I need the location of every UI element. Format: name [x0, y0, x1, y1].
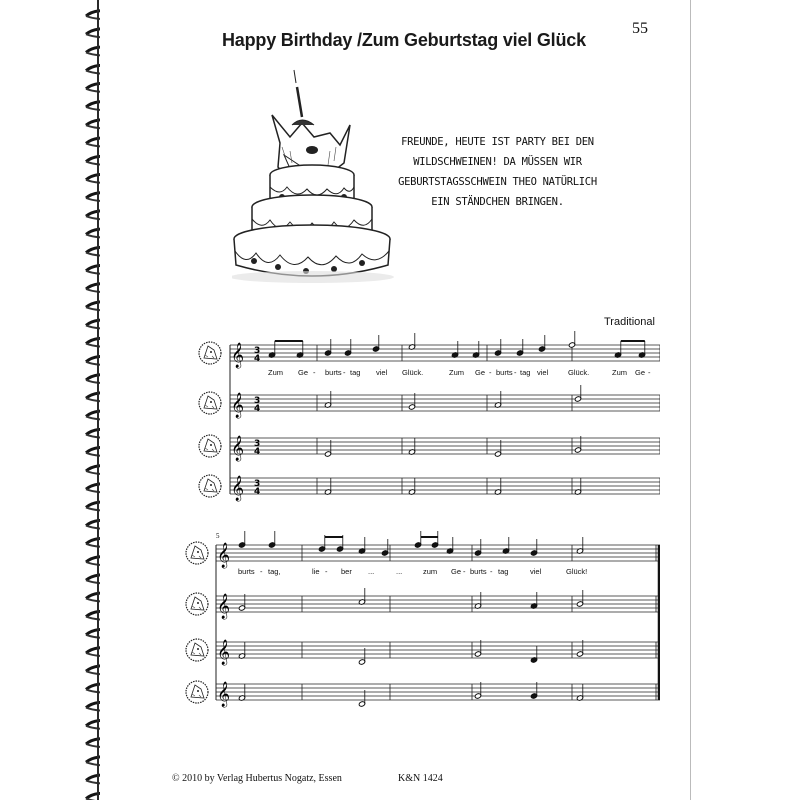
- lyric-syllable: -: [325, 567, 328, 576]
- note: [530, 539, 537, 556]
- boar-portrait-icon: [186, 681, 208, 703]
- staff-voice-2: [216, 593, 660, 619]
- treble-clef: 𝄞: [231, 343, 245, 368]
- note: [530, 646, 537, 663]
- lyric-syllable: -: [490, 567, 493, 576]
- boar-portrait-icon: [199, 392, 221, 414]
- time-signature-bottom: 4: [254, 354, 261, 364]
- lyric-syllable: Glück!: [566, 567, 588, 576]
- lyric-syllable: ...: [396, 567, 403, 576]
- treble-clef: 𝄞: [217, 594, 231, 619]
- speech-line: EIN STÄNDCHEN BRINGEN.: [431, 196, 564, 208]
- lyric-syllable: tag,: [268, 567, 281, 576]
- lyric-syllable: Ge: [298, 368, 309, 377]
- page-number: 55: [632, 20, 648, 37]
- lyric-syllable: -: [463, 567, 466, 576]
- lyric-syllable: zum: [423, 567, 438, 576]
- note: [381, 539, 388, 556]
- note: [638, 341, 645, 358]
- note: [614, 341, 621, 358]
- time-signature-top: 3: [254, 479, 261, 489]
- time-signature-bottom: 4: [254, 447, 261, 457]
- page-edge: [97, 0, 99, 800]
- note: [576, 684, 583, 701]
- note: [474, 539, 481, 556]
- lyric-syllable: Zum: [449, 368, 464, 377]
- lyric-syllable: -: [343, 368, 346, 377]
- treble-clef: 𝄞: [231, 393, 245, 418]
- boar-portrait-icon: [199, 342, 221, 364]
- lyric-syllable: Ge: [475, 368, 486, 377]
- speech-line: GEBURTSTAGSSCHWEIN THEO NATÜRLICH: [398, 176, 597, 188]
- staff-voice-3: [216, 639, 660, 665]
- boar-portrait-icon: [199, 475, 221, 497]
- note: [576, 640, 583, 657]
- note: [414, 531, 421, 548]
- footer-catalog-number: K&N 1424: [398, 773, 443, 784]
- note: [576, 590, 583, 607]
- lyric-syllable: burts: [496, 368, 513, 377]
- measure-number: 5: [216, 532, 220, 540]
- note: [431, 531, 438, 548]
- treble-clef: 𝄞: [217, 682, 231, 707]
- note: [238, 531, 245, 548]
- note: [494, 339, 501, 356]
- staff-voice-2: [230, 392, 660, 418]
- lyric-syllable: -: [260, 567, 263, 576]
- note: [268, 341, 275, 358]
- lyric-syllable: -: [648, 368, 651, 377]
- note: [324, 339, 331, 356]
- treble-clef: 𝄞: [217, 543, 231, 568]
- note: [538, 335, 545, 352]
- note: [358, 588, 365, 605]
- note: [408, 333, 415, 350]
- note: [494, 391, 501, 408]
- treble-clef: 𝄞: [231, 476, 245, 501]
- footer-copyright: © 2010 by Verlag Hubertus Nogatz, Essen: [172, 773, 342, 784]
- note: [238, 594, 245, 611]
- lyric-syllable: Glück.: [402, 368, 424, 377]
- page-right-edge: [690, 0, 691, 800]
- lyric-syllable: -: [489, 368, 492, 377]
- score-system-1: [180, 330, 660, 505]
- score-system-2: [180, 530, 660, 715]
- lyric-syllable: Ge: [451, 567, 462, 576]
- note: [474, 640, 481, 657]
- note: [318, 535, 325, 552]
- note: [358, 537, 365, 554]
- note: [408, 438, 415, 455]
- note: [372, 335, 379, 352]
- page-title: Happy Birthday /Zum Geburtstag viel Glück: [222, 30, 586, 50]
- staff-voice-4: [216, 681, 660, 707]
- time-signature-top: 3: [254, 439, 261, 449]
- lyric-syllable: tag: [520, 368, 531, 377]
- note: [268, 531, 275, 548]
- lyric-syllable: -: [313, 368, 316, 377]
- note: [296, 341, 303, 358]
- treble-clef: 𝄞: [217, 640, 231, 665]
- note: [472, 341, 479, 358]
- composer-credit: Traditional: [604, 316, 655, 328]
- note: [408, 393, 415, 410]
- lyric-syllable: Zum: [612, 368, 627, 377]
- note: [324, 391, 331, 408]
- lyric-syllable: Zum: [268, 368, 283, 377]
- note: [451, 341, 458, 358]
- note: [574, 385, 581, 402]
- staff-voice-3: [230, 435, 660, 461]
- time-signature-top: 3: [254, 396, 261, 406]
- speech-line: FREUNDE, HEUTE IST PARTY BEI DEN: [401, 136, 594, 148]
- lyric-syllable: -: [514, 368, 517, 377]
- note: [574, 478, 581, 495]
- note: [516, 339, 523, 356]
- note: [474, 592, 481, 609]
- note: [530, 682, 537, 699]
- note: [568, 331, 575, 348]
- lyric-syllable: viel: [530, 567, 542, 576]
- note: [574, 436, 581, 453]
- time-signature-top: 3: [254, 346, 261, 356]
- lyric-syllable: ber: [341, 567, 352, 576]
- speech-bubble-text: [395, 132, 600, 212]
- treble-clef: 𝄞: [231, 436, 245, 461]
- lyric-syllable: ...: [368, 567, 375, 576]
- lyric-syllable: lie: [312, 567, 320, 576]
- lyric-syllable: burts: [470, 567, 487, 576]
- note: [358, 648, 365, 665]
- time-signature-bottom: 4: [254, 404, 261, 414]
- note: [494, 478, 501, 495]
- note: [446, 537, 453, 554]
- note: [502, 537, 509, 554]
- note: [358, 690, 365, 707]
- note: [474, 682, 481, 699]
- lyric-syllable: Ge: [635, 368, 646, 377]
- note: [238, 684, 245, 701]
- boar-portrait-icon: [199, 435, 221, 457]
- note: [324, 440, 331, 457]
- speech-line: WILDSCHWEINEN! DA MÜSSEN WIR: [413, 156, 582, 168]
- note: [494, 440, 501, 457]
- staff-voice-1: [230, 342, 660, 368]
- boar-portrait-icon: [186, 639, 208, 661]
- lyric-syllable: viel: [376, 368, 388, 377]
- note: [344, 339, 351, 356]
- note: [408, 478, 415, 495]
- lyric-syllable: burts: [238, 567, 255, 576]
- lyric-syllable: tag: [350, 368, 361, 377]
- note: [324, 478, 331, 495]
- boar-in-birthday-cake-icon: [232, 55, 412, 290]
- staff-voice-4: [230, 475, 660, 501]
- boar-portrait-icon: [186, 542, 208, 564]
- note: [530, 592, 537, 609]
- spiral-binding: [0, 0, 100, 800]
- note: [576, 537, 583, 554]
- lyric-syllable: Glück.: [568, 368, 590, 377]
- note: [238, 642, 245, 659]
- lyric-syllable: viel: [537, 368, 549, 377]
- lyric-syllable: burts: [325, 368, 342, 377]
- time-signature-bottom: 4: [254, 487, 261, 497]
- lyric-syllable: tag: [498, 567, 509, 576]
- boar-portrait-icon: [186, 593, 208, 615]
